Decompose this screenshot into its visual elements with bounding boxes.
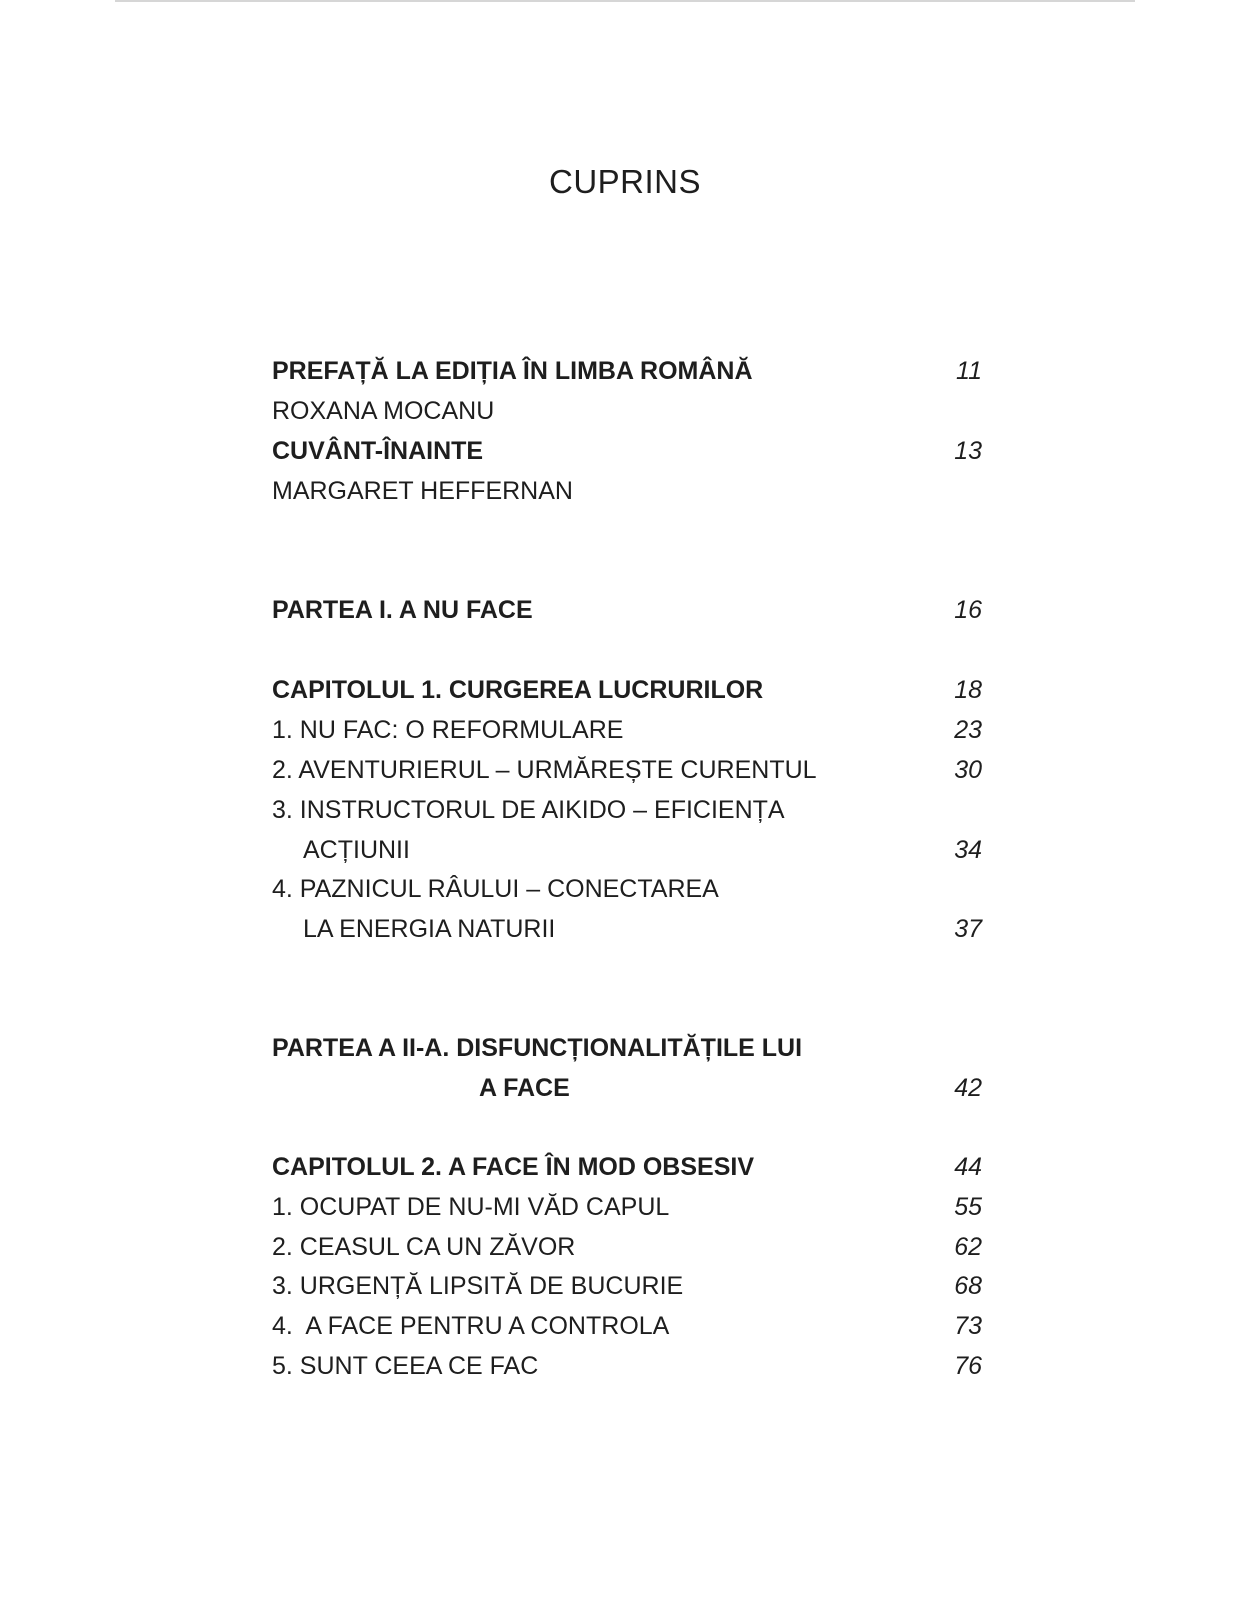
toc-entry-foreword bbox=[272, 431, 982, 471]
toc-entry-section bbox=[272, 750, 982, 790]
toc-entry-text: PARTEA I. A NU FACE bbox=[272, 596, 533, 624]
toc-entry-author bbox=[272, 471, 982, 511]
toc-entry-text: ROXANA MOCANU bbox=[272, 397, 495, 425]
top-divider bbox=[115, 0, 1135, 2]
toc-entry-section-continued bbox=[272, 909, 982, 949]
toc-entry-text: CUVÂNT-ÎNAINTE bbox=[272, 437, 484, 465]
toc-entry-text: PARTEA A II-A. DISFUNCȚIONALITĂȚILE LUI bbox=[272, 1034, 803, 1062]
toc-entry-text: ACȚIUNII bbox=[303, 836, 410, 864]
toc-entry-text: 4. PAZNICUL RÂULUI – CONECTAREA bbox=[272, 875, 719, 903]
toc-entry-section bbox=[272, 1227, 982, 1267]
toc-page-number: 73 bbox=[954, 1312, 982, 1340]
toc-entry-section bbox=[272, 1266, 982, 1306]
toc-page-number: 11 bbox=[956, 357, 982, 385]
toc-page-number: 44 bbox=[954, 1153, 982, 1181]
toc-page-number: 30 bbox=[954, 756, 982, 784]
toc-entry-text: PREFAȚĂ LA EDIȚIA ÎN LIMBA ROMÂNĂ bbox=[272, 357, 753, 385]
toc-entry-text: MARGARET HEFFERNAN bbox=[272, 477, 573, 505]
toc-entry-chapter bbox=[272, 1147, 982, 1187]
toc-entry-text: 3. URGENȚĂ LIPSITĂ DE BUCURIE bbox=[272, 1272, 684, 1300]
toc-page-number: 55 bbox=[954, 1193, 982, 1221]
toc-page-number: 13 bbox=[954, 437, 982, 465]
toc-page-number: 16 bbox=[954, 596, 982, 624]
toc-entry-chapter bbox=[272, 670, 982, 710]
toc-entry-section bbox=[272, 1306, 982, 1346]
toc-page-number: 37 bbox=[954, 915, 982, 943]
toc-page-number: 42 bbox=[954, 1074, 982, 1102]
toc-entry-text: 1. NU FAC: O REFORMULARE bbox=[272, 716, 624, 744]
toc-page-number: 23 bbox=[954, 716, 982, 744]
toc-entry-section bbox=[272, 869, 982, 909]
toc-entry-part bbox=[272, 590, 982, 630]
toc-entry-text: 5. SUNT CEEA CE FAC bbox=[272, 1352, 539, 1380]
toc-entry-author bbox=[272, 391, 982, 431]
toc-entry-part bbox=[272, 1028, 982, 1068]
toc-entry-text: 2. AVENTURIERUL – URMĂREȘTE CURENTUL bbox=[272, 756, 817, 784]
toc-entry-preface bbox=[272, 351, 982, 391]
toc-page-number: 62 bbox=[954, 1233, 982, 1261]
page-title: CUPRINS bbox=[548, 163, 702, 200]
toc-entry-part-continued bbox=[272, 1068, 982, 1108]
toc-entry-text: CAPITOLUL 1. CURGEREA LUCRURILOR bbox=[272, 676, 764, 704]
toc-entry-text: CAPITOLUL 2. A FACE ÎN MOD OBSESIV bbox=[272, 1153, 755, 1181]
toc-entry-text: 4. A FACE PENTRU A CONTROLA bbox=[272, 1312, 670, 1340]
toc-entry-section bbox=[272, 790, 982, 830]
toc-entry-text: 3. INSTRUCTORUL DE AIKIDO – EFICIENȚA bbox=[272, 796, 785, 824]
toc-entry-text: 1. OCUPAT DE NU-MI VĂD CAPUL bbox=[272, 1193, 670, 1221]
toc-entry-text: A FACE bbox=[479, 1074, 570, 1102]
toc-entry-section bbox=[272, 1346, 982, 1386]
toc-entry-section bbox=[272, 1187, 982, 1227]
toc-entry-section bbox=[272, 710, 982, 750]
toc-page-number: 68 bbox=[954, 1272, 982, 1300]
toc-page-number: 34 bbox=[954, 836, 982, 864]
toc-entry-section-continued bbox=[272, 830, 982, 870]
toc-entry-text: LA ENERGIA NATURII bbox=[303, 915, 556, 943]
toc-page-number: 18 bbox=[954, 676, 982, 704]
toc-entry-text: 2. CEASUL CA UN ZĂVOR bbox=[272, 1233, 576, 1261]
toc-page-number: 76 bbox=[954, 1352, 982, 1380]
